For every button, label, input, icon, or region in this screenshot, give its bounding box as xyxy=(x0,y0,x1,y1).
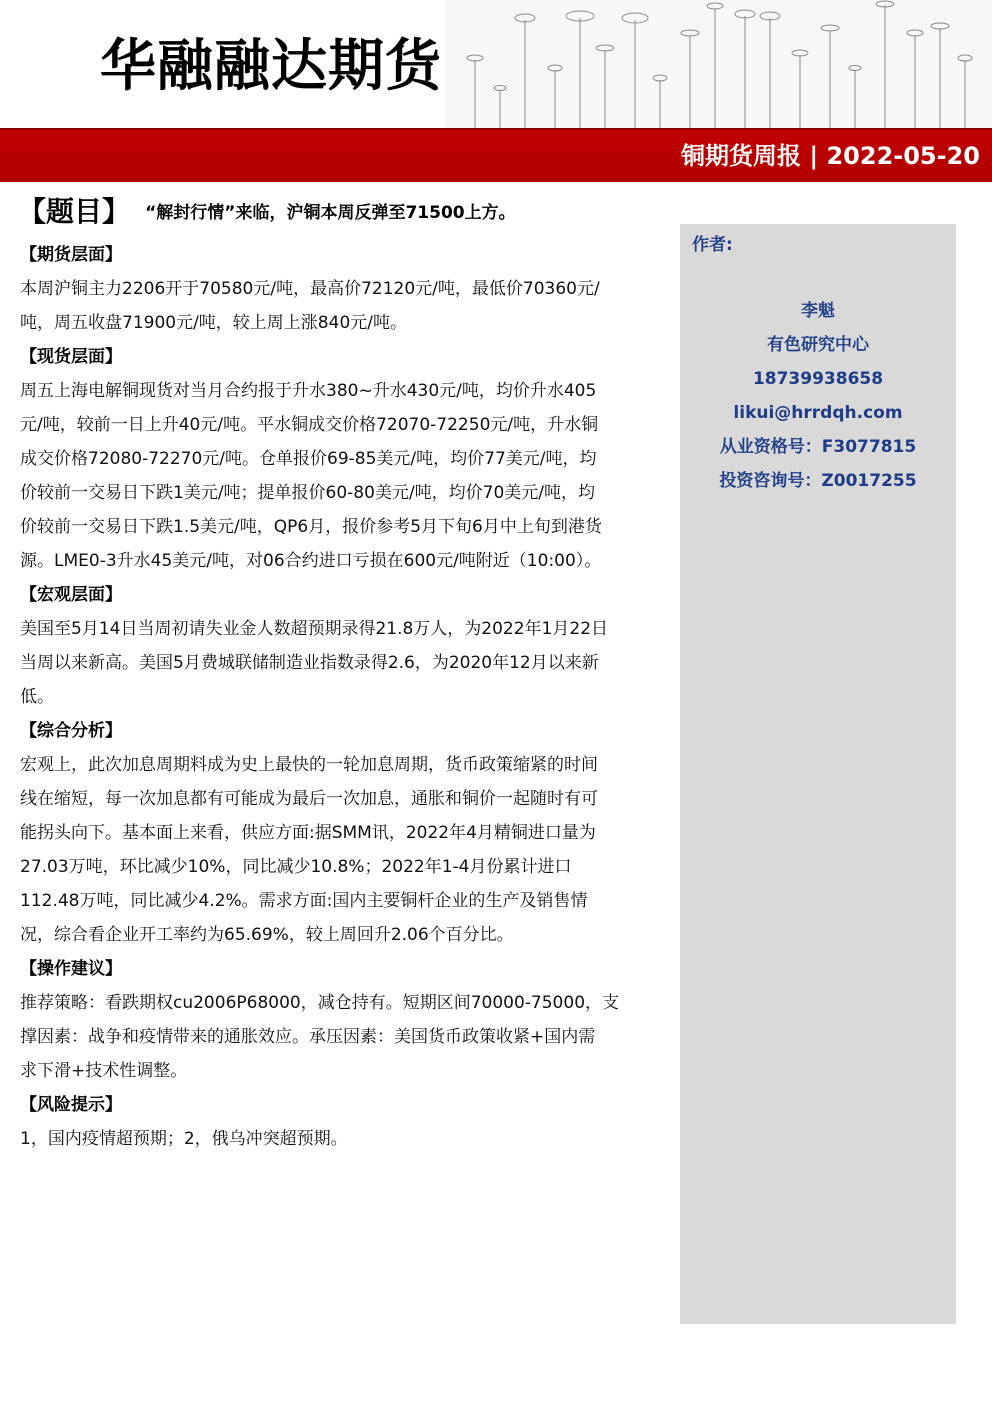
section-analysis xyxy=(20,714,670,952)
paragraph-line: 推荐策略：看跌期权cu2006P68000，减仓持有。短期区间70000-75000，支 xyxy=(20,993,620,1013)
author-name: 李魁 xyxy=(801,301,835,321)
author-phone: 18739938658 xyxy=(752,369,884,389)
section-heading: 【风险提示】 xyxy=(20,1095,122,1115)
paragraph-line: 求下滑+技术性调整。 xyxy=(20,1061,188,1081)
paragraph-line: 1，国内疫情超预期；2，俄乌冲突超预期。 xyxy=(20,1129,348,1149)
author-email: likui@hrrdqh.com xyxy=(733,403,903,423)
report-body xyxy=(20,238,670,1156)
section-macro xyxy=(20,578,670,714)
paragraph-line: 成交价格72080-72270元/吨。仓单报价69-85美元/吨，均价77美元/吨，均 xyxy=(20,449,597,469)
paragraph-line: 周五上海电解铜现货对当月合约报于升水380~升水430元/吨，均价升水405 xyxy=(20,381,597,401)
author-sidebar xyxy=(680,224,956,1324)
company-logo: 华融融达期货 xyxy=(100,33,442,99)
author-department: 有色研究中心 xyxy=(767,335,869,355)
author-qualification-number: 从业资格号：F3077815 xyxy=(719,437,917,457)
paragraph-line: 源。LME0-3升水45美元/吨，对06合约进口亏损在600元/吨附近（10:00）。 xyxy=(20,551,602,571)
title-text: “解封行情”来临，沪铜本周反弹至71500上方。 xyxy=(145,202,516,223)
section-risk xyxy=(20,1088,670,1156)
paragraph-line: 撑因素：战争和疫情带来的通胀效应。承压因素：美国货币政策收紧+国内需 xyxy=(20,1027,596,1047)
title-label: 【题目】 xyxy=(18,195,131,228)
paragraph-line: 美国至5月14日当周初请失业金人数超预期录得21.8万人，为2022年1月22日 xyxy=(20,619,609,639)
section-advice xyxy=(20,952,670,1088)
section-heading: 【宏观层面】 xyxy=(20,585,122,605)
paragraph-line: 吨，周五收盘71900元/吨，较上周上涨840元/吨。 xyxy=(20,313,407,333)
paragraph-line: 112.48万吨，同比减少4.2%。需求方面:国内主要铜杆企业的生产及销售情 xyxy=(20,891,588,911)
section-heading: 【综合分析】 xyxy=(20,721,122,741)
section-spot xyxy=(20,340,670,578)
author-info xyxy=(680,294,956,498)
paragraph-line: 况，综合看企业开工率约为65.69%，较上周回升2.06个百分比。 xyxy=(20,925,514,945)
report-type-date: 铜期货周报 | 2022-05-20 xyxy=(681,142,980,170)
report-header xyxy=(0,0,992,130)
paragraph-line: 线在缩短，每一次加息都有可能成为最后一次加息，通胀和铜价一起随时有可 xyxy=(20,789,598,809)
decorative-circles-graphic xyxy=(445,0,992,130)
paragraph-line: 元/吨，较前一日上升40元/吨。平水铜成交价格72070-72250元/吨，升水铜 xyxy=(20,415,599,435)
author-label: 作者: xyxy=(692,235,733,255)
report-title xyxy=(18,190,668,230)
author-consulting-number: 投资咨询号：Z0017255 xyxy=(719,471,917,491)
paragraph-line: 价较前一交易日下跌1.5美元/吨，QP6月，报价参考5月下旬6月中上旬到港货 xyxy=(20,517,602,537)
section-heading: 【期货层面】 xyxy=(20,245,122,265)
section-heading: 【操作建议】 xyxy=(20,959,122,979)
paragraph-line: 价较前一交易日下跌1美元/吨；提单报价60-80美元/吨，均价70美元/吨，均 xyxy=(20,483,596,503)
paragraph-line: 宏观上，此次加息周期料成为史上最快的一轮加息周期，货币政策缩紧的时间 xyxy=(20,755,598,775)
paragraph-line: 能拐头向下。基本面上来看，供应方面:据SMM讯，2022年4月精铜进口量为 xyxy=(20,823,596,843)
paragraph-line: 27.03万吨，环比减少10%，同比减少10.8%；2022年1-4月份累计进口 xyxy=(20,857,572,877)
paragraph-line: 低。 xyxy=(20,687,54,707)
report-banner xyxy=(0,128,992,182)
section-futures xyxy=(20,238,670,340)
paragraph-line: 当周以来新高。美国5月费城联储制造业指数录得2.6，为2020年12月以来新 xyxy=(20,653,599,673)
paragraph-line: 本周沪铜主力2206开于70580元/吨，最高价72120元/吨，最低价70360元/ xyxy=(20,279,600,299)
section-heading: 【现货层面】 xyxy=(20,347,122,367)
